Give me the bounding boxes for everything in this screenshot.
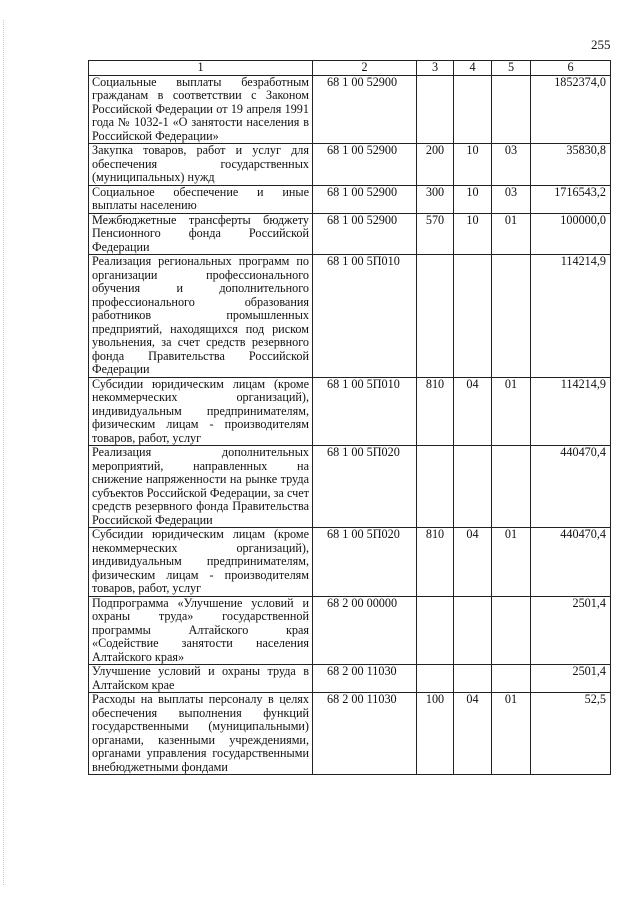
- row-expense-type: 570: [417, 213, 454, 255]
- row-description: Реализация региональных программ по организации профессионального обучения и дополнительного профессионального образования работников промышленных предприятий, находящихся под риском увольнения, за счет средств резервного фонда Правительства Российской Федерации: [89, 255, 313, 378]
- row-expense-type: [417, 255, 454, 378]
- row-amount: 35830,8: [531, 144, 611, 186]
- row-amount: 52,5: [531, 693, 611, 775]
- row-subsection: 01: [492, 213, 531, 255]
- table-row: [89, 185, 611, 213]
- row-amount: 1852374,0: [531, 75, 611, 144]
- column-header: 6: [531, 61, 611, 76]
- row-target-code: 68 2 00 11030: [313, 665, 417, 693]
- row-target-code: 68 1 00 5П010: [313, 255, 417, 378]
- row-subsection: [492, 446, 531, 528]
- column-header: 1: [89, 61, 313, 76]
- row-amount: 100000,0: [531, 213, 611, 255]
- row-subsection: [492, 665, 531, 693]
- table-row: [89, 665, 611, 693]
- row-target-code: 68 1 00 52900: [313, 144, 417, 186]
- row-subsection: 01: [492, 693, 531, 775]
- row-target-code: 68 2 00 00000: [313, 596, 417, 665]
- row-amount: 2501,4: [531, 665, 611, 693]
- row-target-code: 68 1 00 5П010: [313, 377, 417, 446]
- row-section: 10: [454, 144, 492, 186]
- row-description: Улучшение условий и охраны труда в Алтайском крае: [89, 665, 313, 693]
- row-section: [454, 665, 492, 693]
- page-number: 255: [591, 37, 611, 52]
- row-target-code: 68 1 00 52900: [313, 213, 417, 255]
- budget-table: [88, 60, 611, 775]
- row-section: 04: [454, 528, 492, 597]
- row-amount: 114214,9: [531, 255, 611, 378]
- row-description: Расходы на выплаты персоналу в целях обеспечения выполнения функций государственными (муниципальными) органами, казенными учреждениями, органами управления государственными внебюджетными фондами: [89, 693, 313, 775]
- table-row: [89, 528, 611, 597]
- row-target-code: 68 1 00 52900: [313, 75, 417, 144]
- row-subsection: 01: [492, 528, 531, 597]
- table-row: [89, 596, 611, 665]
- table-row: [89, 75, 611, 144]
- row-expense-type: [417, 446, 454, 528]
- row-description: Реализация дополнительных мероприятий, направленных на снижение напряженности на рынке труда субъектов Российской Федерации, за счет средств резервного фонда Правительства Российской Федерации: [89, 446, 313, 528]
- row-expense-type: [417, 665, 454, 693]
- row-expense-type: 810: [417, 528, 454, 597]
- row-description: Социальные выплаты безработным гражданам в соответствии с Законом Российской Федерации от 19 апреля 1991 года № 1032-1 «О занятости населения в Российской Федерации»: [89, 75, 313, 144]
- table-body: [89, 75, 611, 775]
- row-subsection: [492, 75, 531, 144]
- row-section: [454, 446, 492, 528]
- row-description: Субсидии юридическим лицам (кроме некоммерческих организаций), индивидуальным предпринимателям, физическим лицам - производителям товаров, работ, услуг: [89, 528, 313, 597]
- row-expense-type: 300: [417, 185, 454, 213]
- row-section: [454, 596, 492, 665]
- row-description: Подпрограмма «Улучшение условий и охраны труда» государственной программы Алтайского края «Содействие занятости населения Алтайского края»: [89, 596, 313, 665]
- header-row: [89, 61, 611, 76]
- table-header: [89, 61, 611, 76]
- row-target-code: 68 1 00 5П020: [313, 446, 417, 528]
- page-margin-line: [3, 20, 4, 885]
- row-subsection: [492, 255, 531, 378]
- row-description: Социальное обеспечение и иные выплаты населению: [89, 185, 313, 213]
- row-expense-type: [417, 596, 454, 665]
- row-expense-type: 200: [417, 144, 454, 186]
- row-amount: 1716543,2: [531, 185, 611, 213]
- row-amount: 114214,9: [531, 377, 611, 446]
- row-section: 04: [454, 377, 492, 446]
- row-expense-type: 100: [417, 693, 454, 775]
- table-row: [89, 693, 611, 775]
- row-amount: 440470,4: [531, 528, 611, 597]
- column-header: 3: [417, 61, 454, 76]
- row-section: 10: [454, 185, 492, 213]
- row-description: Межбюджетные трансферты бюджету Пенсионного фонда Российской Федерации: [89, 213, 313, 255]
- row-target-code: 68 1 00 52900: [313, 185, 417, 213]
- row-expense-type: [417, 75, 454, 144]
- row-subsection: 03: [492, 144, 531, 186]
- row-subsection: 01: [492, 377, 531, 446]
- row-section: [454, 255, 492, 378]
- column-header: 5: [492, 61, 531, 76]
- row-amount: 2501,4: [531, 596, 611, 665]
- row-target-code: 68 2 00 11030: [313, 693, 417, 775]
- row-section: 04: [454, 693, 492, 775]
- row-description: Субсидии юридическим лицам (кроме некоммерческих организаций), индивидуальным предпринимателям, физическим лицам - производителям товаров, работ, услуг: [89, 377, 313, 446]
- column-header: 2: [313, 61, 417, 76]
- row-subsection: [492, 596, 531, 665]
- row-target-code: 68 1 00 5П020: [313, 528, 417, 597]
- row-section: 10: [454, 213, 492, 255]
- table-row: [89, 255, 611, 378]
- row-subsection: 03: [492, 185, 531, 213]
- row-description: Закупка товаров, работ и услуг для обеспечения государственных (муниципальных) нужд: [89, 144, 313, 186]
- table-row: [89, 377, 611, 446]
- column-header: 4: [454, 61, 492, 76]
- table-row: [89, 213, 611, 255]
- table-row: [89, 446, 611, 528]
- row-amount: 440470,4: [531, 446, 611, 528]
- row-section: [454, 75, 492, 144]
- row-expense-type: 810: [417, 377, 454, 446]
- table-row: [89, 144, 611, 186]
